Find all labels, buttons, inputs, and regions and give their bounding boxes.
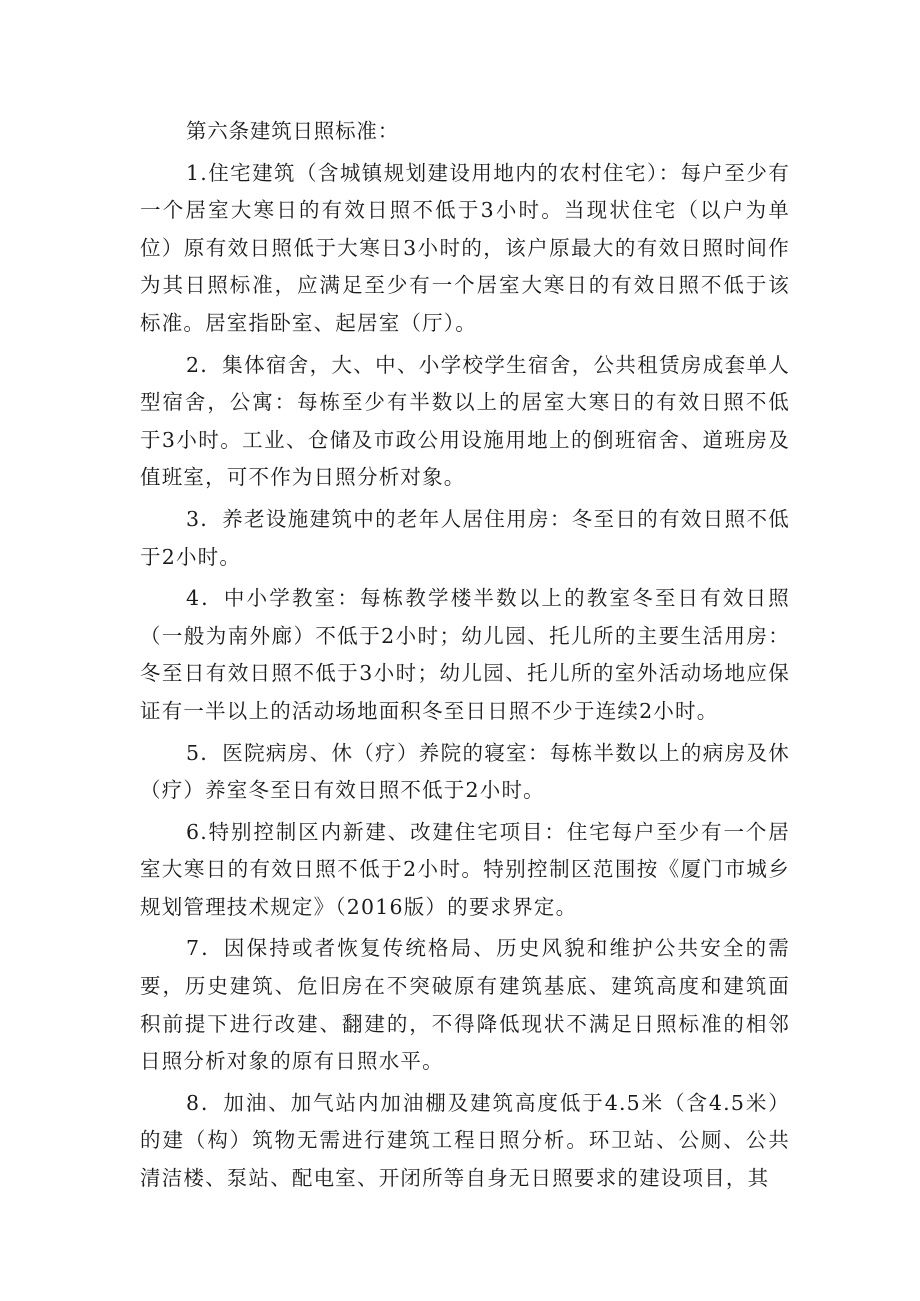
item-3-elderly-care: 3．养老设施建筑中的老年人居住用房：冬至日的有效日照不低于2小时。 <box>140 506 790 569</box>
item-8-gas-stations: 8．加油、加气站内加油棚及建筑高度低于4.5米（含4.5米）的建（构）筑物无需进行建筑工程日照分析。环卫站、公厕、公共清洁楼、泵站、配电室、开闭所等自身无日照要求的建设项目，其 <box>140 1090 790 1191</box>
item-2-dormitory: 2．集体宿舍，大、中、小学校学生宿舍，公共租赁房成套单人型宿舍，公寓：每栋至少有半数以上的居室大寒日的有效日照不低于3小时。工业、仓储及市政公用设施用地上的倒班宿舍、道班房及值班室，可不作为日照分析对象。 <box>140 352 790 490</box>
item-6-special-control-zone: 6.特别控制区内新建、改建住宅项目：住宅每户至少有一个居室大寒日的有效日照不低于2小时。特别控制区范围按《厦门市城乡规划管理技术规定》（2016版）的要求界定。 <box>140 819 790 919</box>
item-5-hospitals: 5．医院病房、休（疗）养院的寝室：每栋半数以上的病房及休（疗）养室冬至日有效日照不低于2小时。 <box>140 740 790 803</box>
item-1-residential: 1.住宅建筑（含城镇规划建设用地内的农村住宅）：每户至少有一个居室大寒日的有效日照不低于3小时。当现状住宅（以户为单位）原有效日照低于大寒日3小时的，该户原最大的有效日照时间作为其日照标准，应满足至少有一个居室大寒日的有效日照不低于该标准。居室指卧室、起居室（厅）。 <box>140 160 790 335</box>
document-body <box>140 113 790 1202</box>
item-4-schools: 4．中小学教室：每栋教学楼半数以上的教室冬至日有效日照（一般为南外廊）不低于2小时；幼儿园、托儿所的主要生活用房：冬至日有效日照不低于3小时；幼儿园、托儿所的室外活动场地应保证有一半以上的活动场地面积冬至日日照不少于连续2小时。 <box>140 586 790 723</box>
section-heading: 第六条建筑日照标准： <box>186 119 399 143</box>
item-7-historic-buildings: 7．因保持或者恢复传统格局、历史风貌和维护公共安全的需要，历史建筑、危旧房在不突破原有建筑基底、建筑高度和建筑面积前提下进行改建、翻建的，不得降低现状不满足日照标准的相邻日照分析对象的原有日照水平。 <box>140 936 790 1074</box>
